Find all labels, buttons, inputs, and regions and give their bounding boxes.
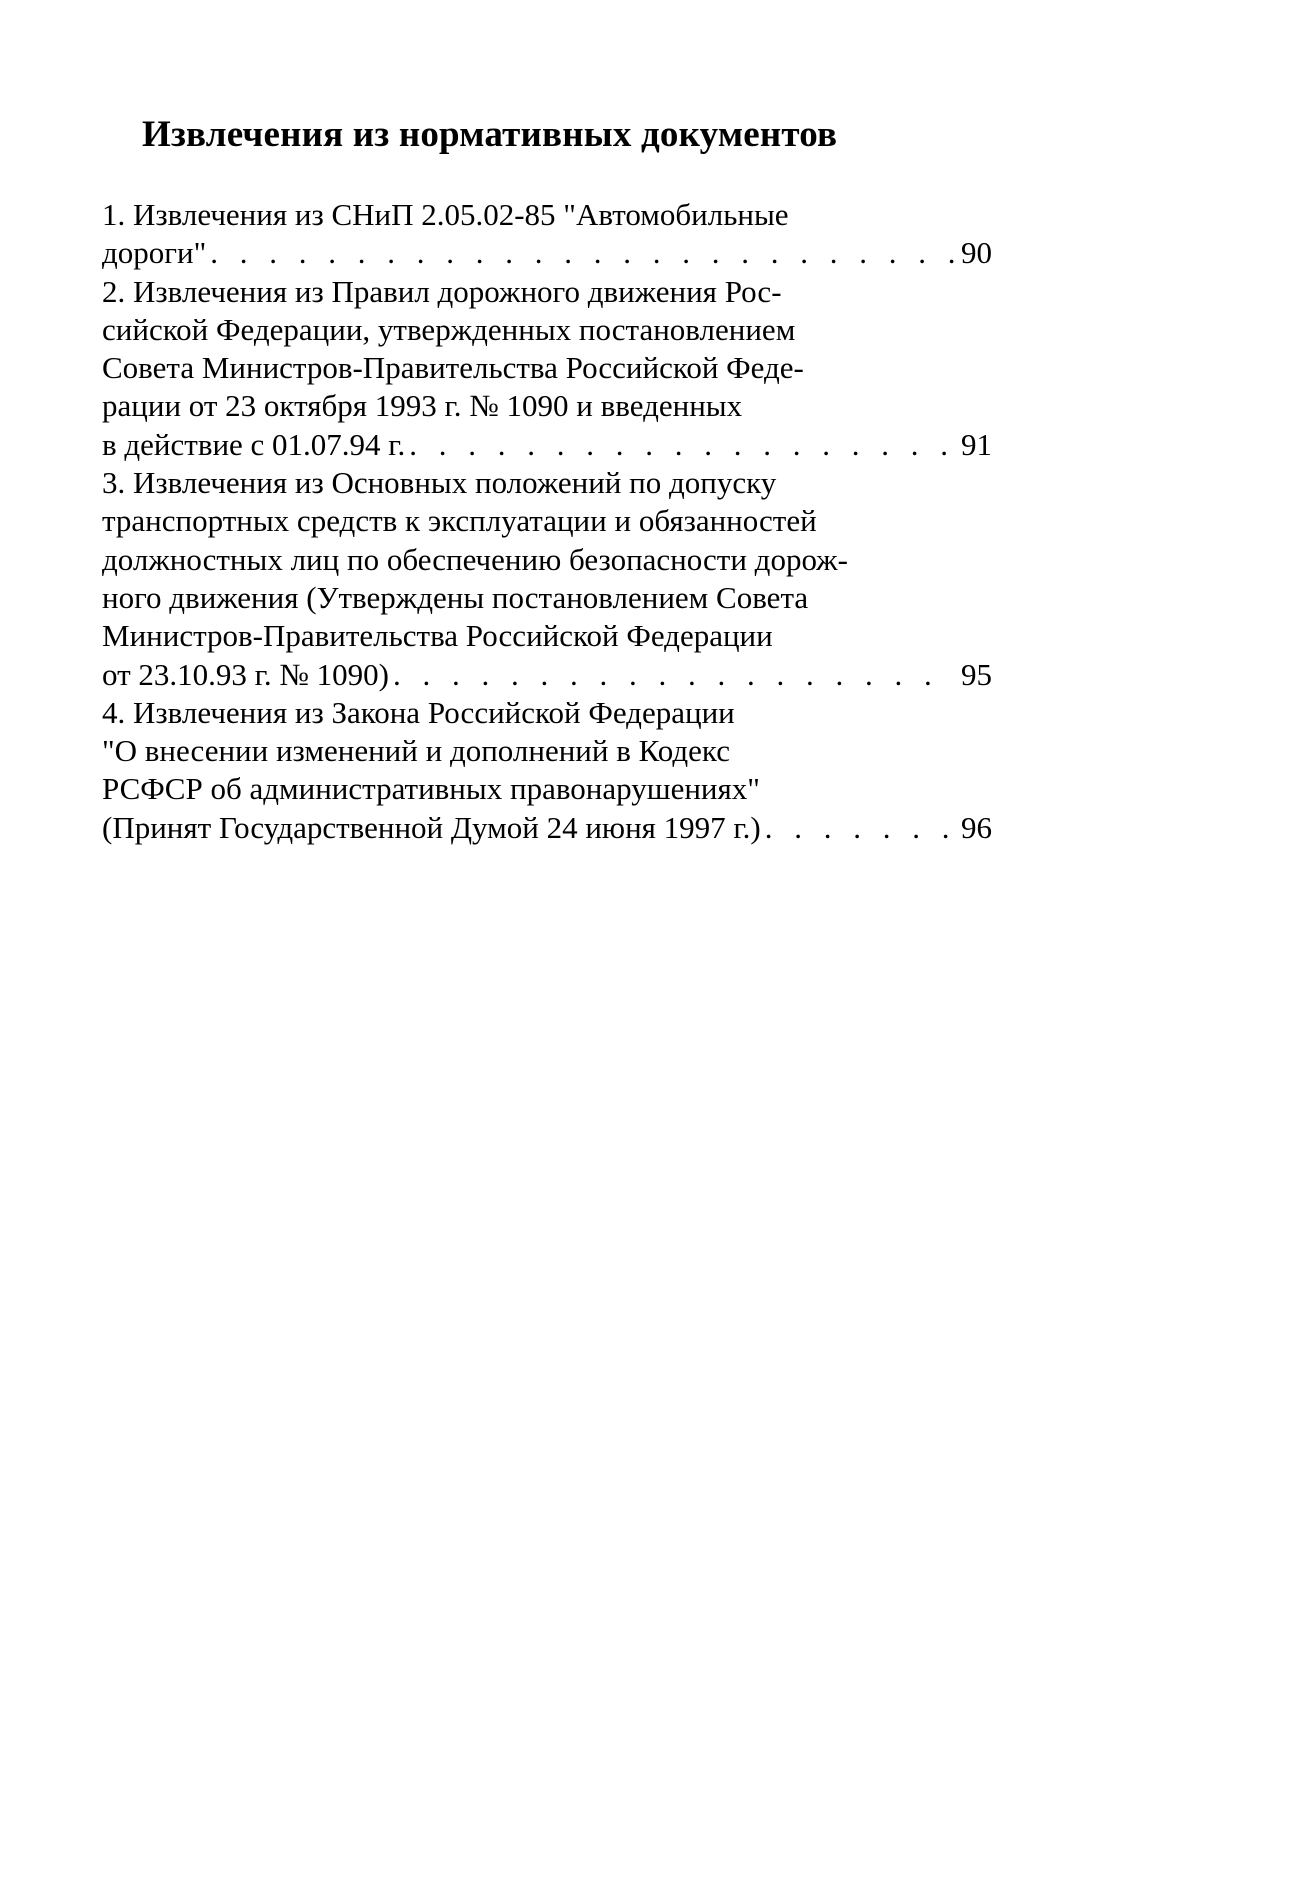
toc-entry-text-line: (Принят Государственной Думой 24 июня 1997 г.): [102, 809, 761, 845]
toc-entry-text-line: сийской Федерации, утвержденных постановлением: [102, 311, 796, 347]
table-of-contents: [102, 196, 992, 847]
toc-entry-text-line: Совета Министров-Правительства Российской Феде-: [102, 350, 804, 386]
toc-entry-text-line: в действие с 01.07.94 г.: [102, 426, 406, 462]
toc-entry-2[interactable]: [102, 273, 992, 464]
toc-entry-text-line: от 23.10.93 г. № 1090): [102, 656, 390, 692]
toc-entry-last-line: [102, 234, 992, 272]
toc-entry-text-line: 2. Извлечения из Правил дорожного движения Рос-: [102, 273, 782, 309]
toc-entry-text-line: должностных лиц по обеспечению безопасности дорож-: [102, 541, 848, 577]
toc-entry-text-line: рации от 23 октября 1993 г. № 1090 и введенных: [102, 388, 743, 424]
dot-leader: [393, 656, 954, 694]
toc-entry-text-line: дороги": [102, 235, 207, 271]
toc-entry-last-line: [102, 426, 992, 464]
toc-entry-last-line: [102, 656, 992, 694]
toc-entry-text-line: РСФСР об административных правонарушениях": [102, 771, 760, 807]
toc-page-number: 90: [961, 235, 992, 271]
toc-entry-text-line: "О внесении изменений и дополнений в Кодекс: [102, 733, 730, 769]
toc-entry-last-line: [102, 809, 992, 847]
toc-page-number: 91: [961, 426, 992, 462]
toc-entry-text-line: 4. Извлечения из Закона Российской Федерации: [102, 694, 735, 730]
toc-entry-text-line: транспортных средств к эксплуатации и обязанностей: [102, 503, 817, 539]
toc-page-number: 96: [961, 809, 992, 845]
toc-entry-4[interactable]: [102, 694, 992, 847]
toc-entry-text-line: Министров-Правительства Российской Федерации: [102, 618, 773, 654]
dot-leader: [765, 809, 954, 847]
toc-entry-1[interactable]: [102, 196, 992, 273]
dot-leader: [409, 426, 954, 464]
toc-entry-text-line: 3. Извлечения из Основных положений по допуску: [102, 465, 777, 501]
toc-entry-3[interactable]: [102, 464, 992, 694]
toc-entry-text-line: 1. Извлечения из СНиП 2.05.02-85 "Автомобильные: [102, 197, 789, 232]
page-title: Извлечения из нормативных документов: [142, 113, 838, 155]
toc-page-number: 95: [961, 656, 992, 692]
dot-leader: [210, 234, 954, 272]
toc-entry-text-line: ного движения (Утверждены постановлением Совета: [102, 579, 809, 615]
